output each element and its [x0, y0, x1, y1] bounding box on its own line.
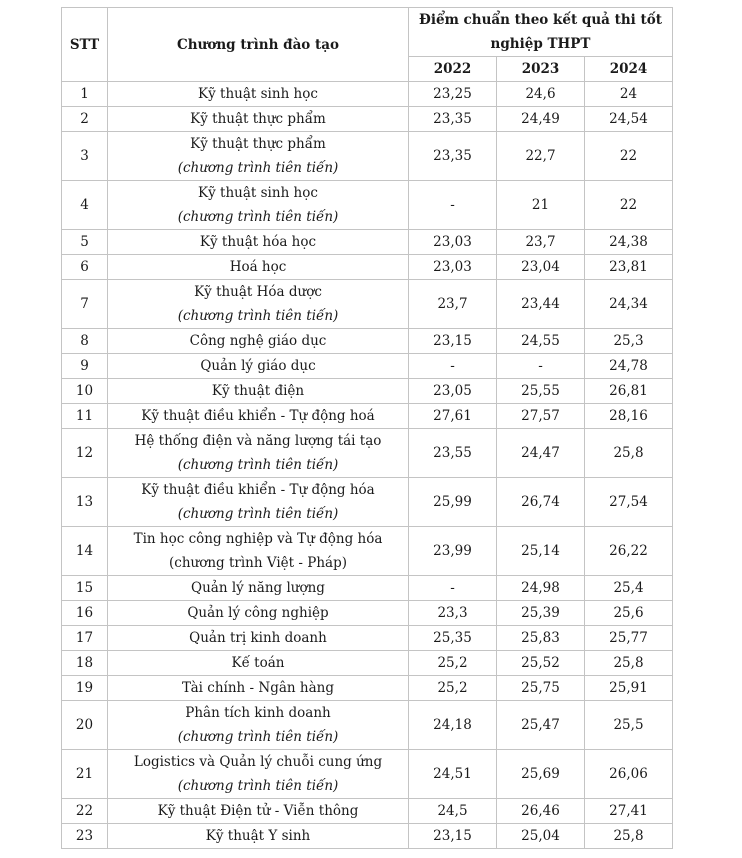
table-row — [62, 824, 673, 849]
program-name: Kỹ thuật điều khiển - Tự động hóa — [141, 482, 375, 498]
program-name-cell — [108, 601, 409, 626]
program-name: Kỹ thuật sinh học — [198, 86, 318, 102]
program-name: Kỹ thuật điện — [211, 383, 305, 399]
table-row — [62, 280, 673, 329]
score-2024: 25,91 — [585, 676, 673, 701]
score-2024: 25,8 — [585, 429, 673, 478]
row-stt: 17 — [62, 626, 108, 651]
table-row — [62, 379, 673, 404]
score-2022: 25,99 — [409, 478, 497, 527]
score-2022: 23,03 — [409, 230, 497, 255]
program-name-cell — [108, 280, 409, 329]
score-2023: 21 — [497, 181, 585, 230]
table-row — [62, 354, 673, 379]
program-name: Kỹ thuật thực phẩm — [190, 111, 326, 127]
score-2024: 25,8 — [585, 824, 673, 849]
row-stt: 19 — [62, 676, 108, 701]
program-name-cell — [108, 676, 409, 701]
score-2024: 25,8 — [585, 651, 673, 676]
program-note: (chương trình tiên tiến) — [177, 160, 339, 176]
row-stt: 9 — [62, 354, 108, 379]
score-2022: - — [409, 181, 497, 230]
table-row — [62, 107, 673, 132]
row-stt: 10 — [62, 379, 108, 404]
score-2024: 25,6 — [585, 601, 673, 626]
score-2024: 24,78 — [585, 354, 673, 379]
program-note: (chương trình tiên tiến) — [177, 729, 339, 745]
table-body — [62, 82, 673, 849]
score-2022: 23,35 — [409, 132, 497, 181]
score-2023: 25,75 — [497, 676, 585, 701]
table-row — [62, 626, 673, 651]
score-2023: 23,04 — [497, 255, 585, 280]
score-2024: 24 — [585, 82, 673, 107]
program-name-cell — [108, 255, 409, 280]
program-note: (chương trình tiên tiến) — [177, 209, 339, 225]
row-stt: 2 — [62, 107, 108, 132]
score-2024: 25,4 — [585, 576, 673, 601]
row-stt: 22 — [62, 799, 108, 824]
table-row — [62, 255, 673, 280]
score-2023: 23,44 — [497, 280, 585, 329]
score-2022: - — [409, 354, 497, 379]
program-name-cell — [108, 429, 409, 478]
program-name-cell — [108, 132, 409, 181]
score-2022: 23,05 — [409, 379, 497, 404]
program-name: Quản lý giáo dục — [200, 358, 316, 374]
score-2023: 24,55 — [497, 329, 585, 354]
row-stt: 4 — [62, 181, 108, 230]
row-stt: 20 — [62, 701, 108, 750]
table-row — [62, 329, 673, 354]
program-name-cell — [108, 181, 409, 230]
year-header-2023: 2023 — [497, 57, 585, 82]
score-2023: 26,74 — [497, 478, 585, 527]
score-2024: 27,41 — [585, 799, 673, 824]
program-name: Phân tích kinh doanh — [185, 705, 331, 721]
program-name: Kế toán — [231, 655, 285, 671]
row-stt: 8 — [62, 329, 108, 354]
score-2024: 26,06 — [585, 750, 673, 799]
score-2022: 24,5 — [409, 799, 497, 824]
row-stt: 1 — [62, 82, 108, 107]
score-group-header: Điểm chuẩn theo kết quả thi tốt nghiệp THPT — [409, 8, 673, 57]
program-name: Công nghệ giáo dục — [189, 333, 327, 349]
table-row — [62, 478, 673, 527]
score-2022: 25,2 — [409, 651, 497, 676]
score-2023: 25,55 — [497, 379, 585, 404]
program-name-cell — [108, 626, 409, 651]
score-2022: 24,51 — [409, 750, 497, 799]
score-2022: - — [409, 576, 497, 601]
score-2023: 22,7 — [497, 132, 585, 181]
row-stt: 6 — [62, 255, 108, 280]
row-stt: 3 — [62, 132, 108, 181]
score-2023: 24,6 — [497, 82, 585, 107]
program-name-cell — [108, 230, 409, 255]
program-name: Kỹ thuật Hóa dược — [194, 284, 322, 300]
score-2024: 24,34 — [585, 280, 673, 329]
program-name-cell — [108, 651, 409, 676]
program-name-cell — [108, 750, 409, 799]
score-2024: 28,16 — [585, 404, 673, 429]
program-name: Quản trị kinh doanh — [189, 630, 327, 646]
program-name-cell — [108, 404, 409, 429]
program-note: (chương trình tiên tiến) — [177, 457, 339, 473]
score-2024: 24,38 — [585, 230, 673, 255]
program-name: Quản lý năng lượng — [191, 580, 325, 596]
score-2022: 23,7 — [409, 280, 497, 329]
table-row — [62, 82, 673, 107]
score-2024: 26,81 — [585, 379, 673, 404]
program-name-cell — [108, 576, 409, 601]
score-2023: 26,46 — [497, 799, 585, 824]
admission-score-table — [61, 7, 673, 849]
score-2024: 27,54 — [585, 478, 673, 527]
program-name: Hệ thống điện và năng lượng tái tạo — [134, 433, 382, 449]
score-2023: 25,14 — [497, 527, 585, 576]
score-2022: 23,15 — [409, 329, 497, 354]
program-name-cell — [108, 379, 409, 404]
row-stt: 5 — [62, 230, 108, 255]
program-name: Kỹ thuật điều khiển - Tự động hoá — [141, 408, 375, 424]
program-name-cell — [108, 527, 409, 576]
row-stt: 23 — [62, 824, 108, 849]
table-row — [62, 601, 673, 626]
row-stt: 14 — [62, 527, 108, 576]
score-2024: 25,77 — [585, 626, 673, 651]
program-name-cell — [108, 107, 409, 132]
score-2023: 24,49 — [497, 107, 585, 132]
program-name-cell — [108, 478, 409, 527]
score-2023: 24,47 — [497, 429, 585, 478]
score-2022: 23,99 — [409, 527, 497, 576]
row-stt: 18 — [62, 651, 108, 676]
program-note: (chương trình tiên tiến) — [177, 506, 339, 522]
program-name: Quản lý công nghiệp — [187, 605, 329, 621]
score-2023: 27,57 — [497, 404, 585, 429]
table-row — [62, 230, 673, 255]
stt-header: STT — [62, 8, 108, 82]
table-row — [62, 527, 673, 576]
score-2024: 26,22 — [585, 527, 673, 576]
score-2023: 25,47 — [497, 701, 585, 750]
program-name: Tài chính - Ngân hàng — [182, 680, 334, 696]
score-2023: 25,69 — [497, 750, 585, 799]
table-row — [62, 404, 673, 429]
score-2023: 25,39 — [497, 601, 585, 626]
program-name-cell — [108, 354, 409, 379]
score-2024: 25,3 — [585, 329, 673, 354]
score-2023: 25,04 — [497, 824, 585, 849]
year-header-2024: 2024 — [585, 57, 673, 82]
score-2024: 22 — [585, 132, 673, 181]
score-2023: 25,83 — [497, 626, 585, 651]
row-stt: 16 — [62, 601, 108, 626]
row-stt: 7 — [62, 280, 108, 329]
table-row — [62, 576, 673, 601]
year-header-2022: 2022 — [409, 57, 497, 82]
score-2023: 24,98 — [497, 576, 585, 601]
score-2022: 24,18 — [409, 701, 497, 750]
score-2022: 23,25 — [409, 82, 497, 107]
program-name-cell — [108, 701, 409, 750]
program-name: Kỹ thuật Y sinh — [205, 828, 311, 844]
score-2022: 27,61 — [409, 404, 497, 429]
table-row — [62, 799, 673, 824]
program-name: Tin học công nghiệp và Tự động hóa (chương trình Việt - Pháp) — [133, 531, 383, 571]
table-row — [62, 676, 673, 701]
program-name: Kỹ thuật sinh học — [198, 185, 318, 201]
program-name-cell — [108, 799, 409, 824]
score-2022: 23,03 — [409, 255, 497, 280]
score-2022: 23,3 — [409, 601, 497, 626]
score-2022: 23,15 — [409, 824, 497, 849]
score-2023: 23,7 — [497, 230, 585, 255]
table-row — [62, 701, 673, 750]
table-row — [62, 429, 673, 478]
row-stt: 15 — [62, 576, 108, 601]
program-name: Kỹ thuật Điện tử - Viễn thông — [157, 803, 359, 819]
program-note: (chương trình tiên tiến) — [177, 308, 339, 324]
program-header: Chương trình đào tạo — [108, 8, 409, 82]
table-header — [62, 8, 673, 82]
row-stt: 21 — [62, 750, 108, 799]
table-row — [62, 132, 673, 181]
table-row — [62, 750, 673, 799]
program-name: Kỹ thuật hóa học — [199, 234, 317, 250]
row-stt: 13 — [62, 478, 108, 527]
score-2024: 23,81 — [585, 255, 673, 280]
program-name-cell — [108, 329, 409, 354]
score-2024: 25,5 — [585, 701, 673, 750]
table-row — [62, 651, 673, 676]
score-2023: 25,52 — [497, 651, 585, 676]
score-2023: - — [497, 354, 585, 379]
score-2022: 25,35 — [409, 626, 497, 651]
program-name: Kỹ thuật thực phẩm — [190, 136, 326, 152]
program-name: Logistics và Quản lý chuỗi cung ứng — [133, 754, 383, 770]
table-row — [62, 181, 673, 230]
score-2022: 23,55 — [409, 429, 497, 478]
row-stt: 11 — [62, 404, 108, 429]
program-name: Hoá học — [229, 259, 287, 275]
program-name-cell — [108, 824, 409, 849]
program-name-cell — [108, 82, 409, 107]
score-2022: 23,35 — [409, 107, 497, 132]
program-note: (chương trình tiên tiến) — [177, 778, 339, 794]
row-stt: 12 — [62, 429, 108, 478]
score-2024: 24,54 — [585, 107, 673, 132]
score-2024: 22 — [585, 181, 673, 230]
score-2022: 25,2 — [409, 676, 497, 701]
